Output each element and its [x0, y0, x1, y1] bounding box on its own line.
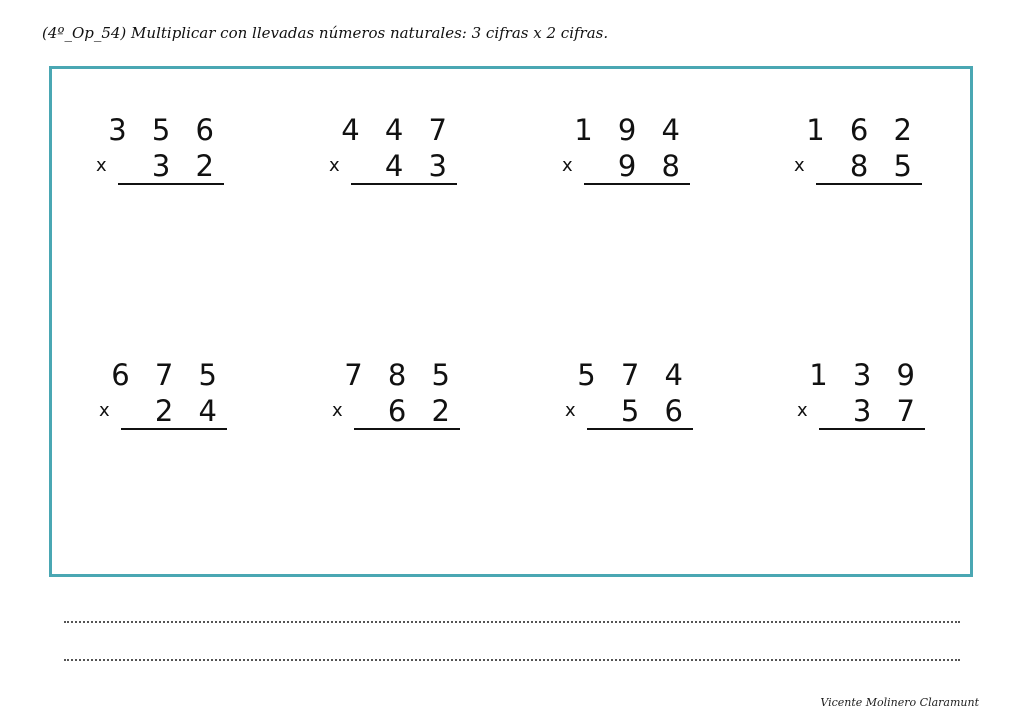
multiplication-problem-5: [99, 357, 231, 437]
times-sign: x: [565, 400, 576, 421]
multiplier: 3 2: [151, 149, 222, 183]
multiplicand: 1 6 2: [806, 113, 920, 147]
times-sign: x: [562, 155, 573, 176]
times-sign: x: [794, 155, 805, 176]
answer-line: [584, 183, 690, 185]
answer-line: [816, 183, 922, 185]
times-sign: x: [332, 400, 343, 421]
multiplication-problem-1: [96, 112, 228, 192]
answer-line: [587, 428, 693, 430]
multiplication-problem-3: [562, 112, 694, 192]
writing-line-1: [64, 621, 960, 623]
multiplier: 3 7: [852, 394, 923, 428]
multiplication-problem-7: [565, 357, 697, 437]
multiplicand: 6 7 5: [111, 358, 225, 392]
multiplicand: 1 3 9: [809, 358, 923, 392]
times-sign: x: [99, 400, 110, 421]
multiplicand: 4 4 7: [341, 113, 455, 147]
answer-line: [819, 428, 925, 430]
page-title: (4º_Op_54) Multiplicar con llevadas números naturales: 3 cifras x 2 cifras.: [42, 24, 609, 42]
multiplication-problem-2: [329, 112, 461, 192]
multiplication-problem-8: [797, 357, 929, 437]
writing-line-2: [64, 659, 960, 661]
times-sign: x: [797, 400, 808, 421]
author-credit: Vicente Molinero Claramunt: [820, 696, 979, 709]
times-sign: x: [329, 155, 340, 176]
multiplier: 2 4: [154, 394, 225, 428]
multiplier: 4 3: [384, 149, 455, 183]
multiplicand: 3 5 6: [108, 113, 222, 147]
multiplier: 5 6: [620, 394, 691, 428]
multiplicand: 7 8 5: [344, 358, 458, 392]
multiplier: 9 8: [617, 149, 688, 183]
answer-line: [354, 428, 460, 430]
multiplier: 6 2: [387, 394, 458, 428]
multiplicand: 1 9 4: [574, 113, 688, 147]
multiplier: 8 5: [849, 149, 920, 183]
multiplication-problem-4: [794, 112, 926, 192]
answer-line: [118, 183, 224, 185]
multiplication-problem-6: [332, 357, 464, 437]
answer-line: [351, 183, 457, 185]
times-sign: x: [96, 155, 107, 176]
answer-line: [121, 428, 227, 430]
multiplicand: 5 7 4: [577, 358, 691, 392]
